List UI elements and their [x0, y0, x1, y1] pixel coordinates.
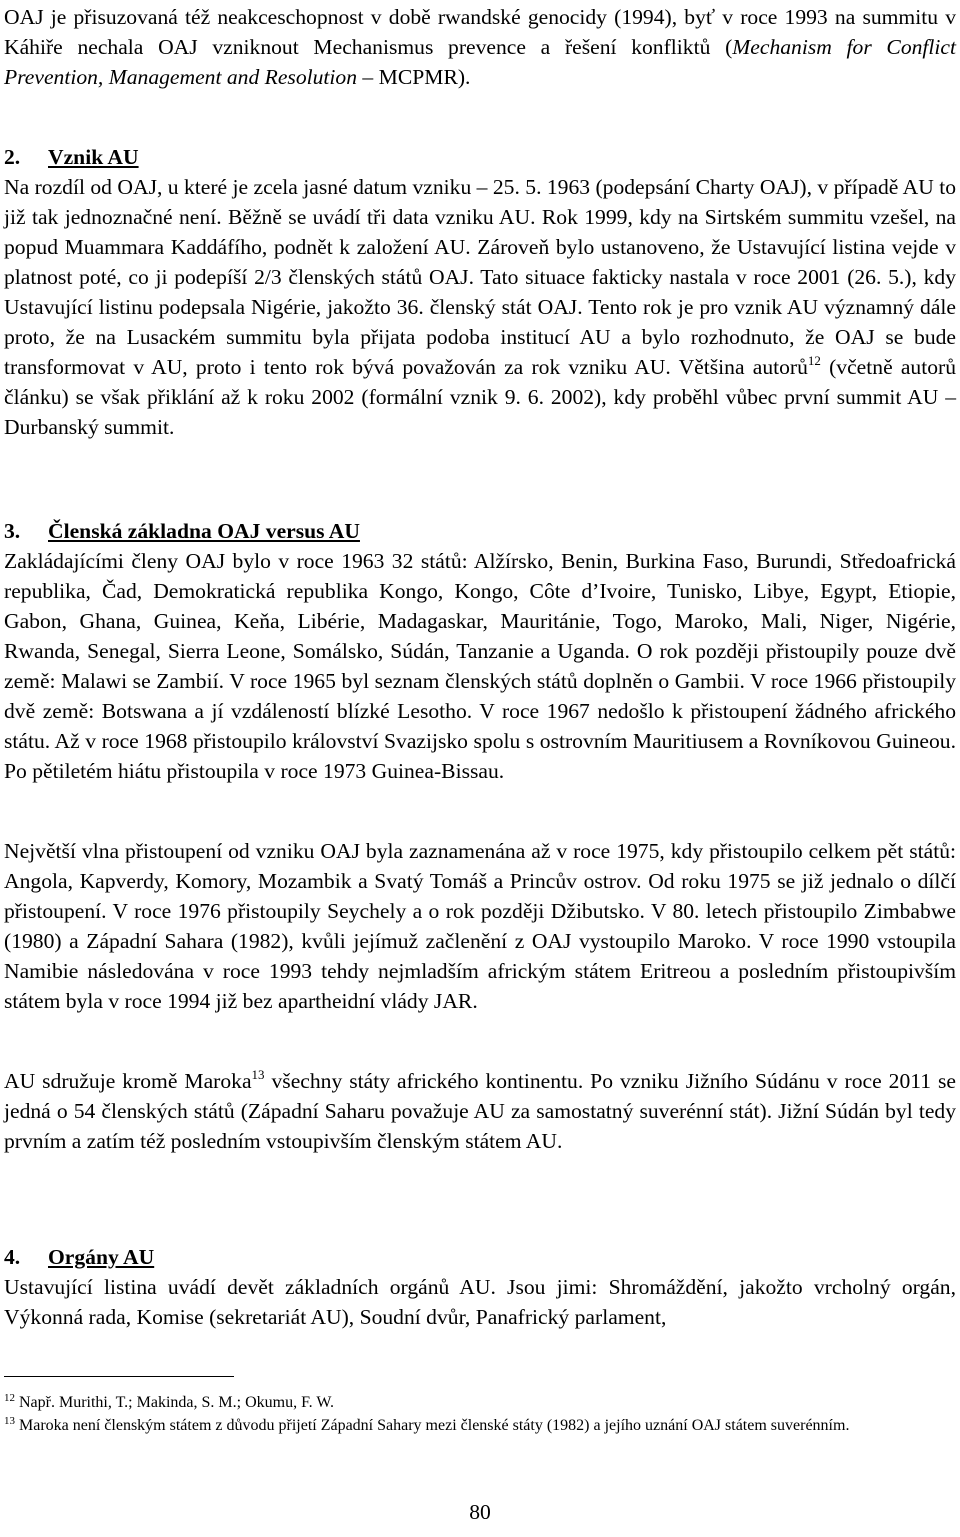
footnote-13 [4, 1414, 956, 1437]
footnote-12-number: 12 [4, 1392, 15, 1404]
footnote-separator [4, 1376, 234, 1377]
mcpmr-english-name: Mechanism for Conflict Prevention, Management and Resolution [4, 35, 956, 89]
footnote-ref-12[interactable]: 12 [807, 353, 821, 368]
section-2-paragraph: Na rozdíl od OAJ, u které je zcela jasné datum vzniku – 25. 5. 1963 (podepsání Charty OAJ), v případě AU to již tak jednoznačné není. Běžně se uvádí tři data vzniku AU. Rok 1999, kdy na Sirtském summitu vzešel, na popud Muammara Kaddáfího, podnět k založení AU. Zároveň bylo ustanoveno, že Ustavující listina vejde v platnost poté, co ji podepíší 2/3 členských států OAJ. Tato situace fakticky nastala v roce 2001 (26. 5.), kdy Ustavující listinu podepsala Nigérie, jakožto 36. členský stát OAJ. Tento rok je pro vznik AU významný dále proto, že na Lusackém summitu byla přijata podoba institucí AU a bylo rozhodnuto, že OAJ se bude transformovat v AU, proto i tento rok bývá považován za rok vzniku AU. Většina autorů$^{12}$ (včetně autorů článku) se však přiklání až k roku 2002 (formální vznik 9. 6. 2002), kdy proběhl vůbec první summit AU – Durbanský summit. [4, 175, 957, 439]
section-3-title: Členská základna OAJ versus AU [48, 519, 360, 543]
section-3-heading [4, 516, 956, 546]
section-4-title: Orgány AU [48, 1245, 155, 1269]
page-number: 80 [469, 1500, 491, 1524]
section-2-title: Vznik AU [48, 145, 139, 169]
section-2-heading [4, 142, 956, 172]
intro-paragraph: OAJ je přisuzovaná též neakceschopnost v době rwandské genocidy (1994), byť v roce 1993 na summitu v Káhiře nechala OAJ vzniknout Mechanismus prevence a řešení konfliktů (Mechanism for Conflict Prevention, Management and Resolution – MCPMR). [4, 5, 956, 89]
footnote-12-text: Např. Murithi, T.; Makinda, S. M.; Okumu, F. W. [19, 1394, 335, 1411]
footnote-13-text: Maroka není členským státem z důvodu přijetí Západní Sahary mezi členské státy (1982) a jejího uznání OAJ státem suverénním. [19, 1417, 850, 1434]
section-3-number: 3. [4, 519, 21, 543]
section-3-paragraph-2: Největší vlna přistoupení od vzniku OAJ byla zaznamenána až v roce 1975, kdy přistoupilo celkem pět států: Angola, Kapverdy, Komory, Mozambik a Svatý Tomáš a Princův ostrov. Od roku 1975 se již jednalo o dílčí přistoupení. V roce 1976 přistoupily Seychely a o rok později Džibutsko. V 80. letech přistoupilo Zimbabwe (1980) a Západní Sahara (1982), kvůli jejímuž začlenění z OAJ vystoupilo Maroko. V roce 1990 vstoupila Namibie následována v roce 1993 tehdy nejmladším africkým státem Eritreou a posledním přistoupivším státem byla v roce 1994 již bez apartheidní vlády JAR. [4, 839, 956, 1013]
section-3-paragraph-1: Zakládajícími členy OAJ bylo v roce 1963 32 států: Alžírsko, Benin, Burkina Faso, Burundi, Středoafrická republika, Čad, Demokratická republika Kongo, Kongo, Côte d’Ivoire, Tunisko, Libye, Egypt, Etiopie, Gabon, Ghana, Guinea, Keňa, Libérie, Madagaskar, Mauritánie, Togo, Maroko, Mali, Niger, Nigérie, Rwanda, Senegal, Sierra Leone, Somálsko, Súdán, Tanzanie a Uganda. O rok později přistoupily pouze dvě země: Malawi se Zambií. V roce 1965 byl seznam členských států doplněn o Gambii. V roce 1966 přistoupily dvě země: Botswana a jí vzdáleností blízké Lesotho. V roce 1967 nedošlo k přistoupení žádného afrického státu. Až v roce 1968 přistoupilo království Svazijsko spolu s ostrovním Mauritiusem a Rovníkovou Guineou. Po pětiletém hiátu přistoupila v roce 1973 Guinea-Bissau. [4, 549, 956, 783]
footnote-ref-13[interactable]: 13 [251, 1067, 265, 1082]
section-4-paragraph: Ustavující listina uvádí devět základních orgánů AU. Jsou jimi: Shromáždění, jakožto vrcholný orgán, Výkonná rada, Komise (sekretariát AU), Soudní dvůr, Panafrický parlament, [4, 1275, 956, 1329]
footnote-13-number: 13 [4, 1415, 15, 1427]
section-4-number: 4. [4, 1245, 21, 1269]
section-3-paragraph-3: AU sdružuje kromě Maroka$^{13}$ všechny státy afrického kontinentu. Po vzniku Jižního Súdánu v roce 2011 se jedná o 54 členských států (Západní Saharu považuje AU za samostatný suverénní stát). Jižní Súdán byl tedy prvním a zatím též posledním vstoupivším členským státem AU. [4, 1067, 956, 1153]
section-4-heading [4, 1242, 956, 1272]
section-2-number: 2. [4, 145, 21, 169]
footnote-12 [4, 1391, 956, 1414]
